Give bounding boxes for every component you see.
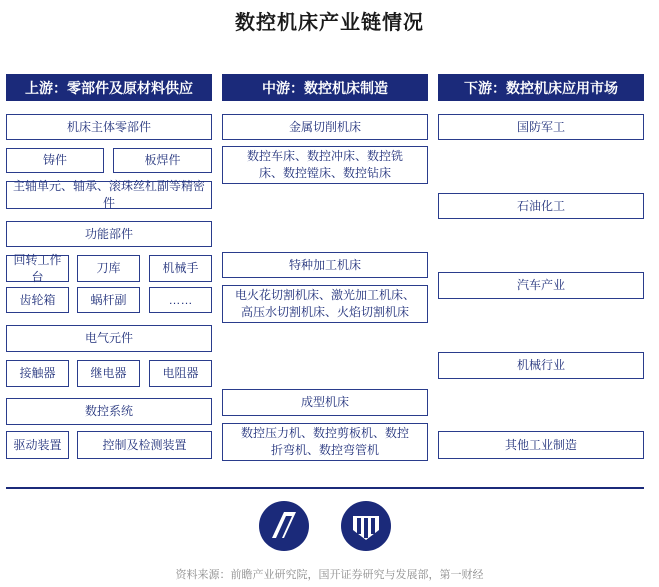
upstream-group-functional-parts: 功能部件 [6, 221, 212, 247]
upstream-item-more: …… [149, 287, 212, 313]
upstream-item-gearbox: 齿轮箱 [6, 287, 69, 313]
upstream-item-drive-device: 驱动装置 [6, 431, 69, 459]
midstream-group-special-machining: 特种加工机床 [222, 252, 428, 278]
upstream-group-main-parts: 机床主体零部件 [6, 114, 212, 140]
midstream-detail-metal-cutting: 数控车床、数控冲床、数控铣床、数控镗床、数控钻床 [222, 146, 428, 184]
striped-shield-logo-icon [340, 500, 392, 552]
upstream-item-manipulator: 机械手 [149, 255, 212, 282]
downstream-item-other-manufacturing: 其他工业制造 [438, 431, 644, 459]
upstream-item-welded-parts: 板焊件 [113, 148, 212, 173]
upstream-item-tool-magazine: 刀库 [77, 255, 140, 282]
slanted-parallelogram-logo-icon [258, 500, 310, 552]
upstream-item-relay: 继电器 [77, 360, 140, 387]
midstream-group-forming: 成型机床 [222, 389, 428, 416]
page-title: 数控机床产业链情况 [235, 12, 424, 34]
midstream-header: 中游：数控机床制造 [222, 74, 428, 101]
bottom-divider [6, 487, 644, 489]
upstream-item-worm-gear: 蜗杆副 [77, 287, 140, 313]
downstream-item-automotive: 汽车产业 [438, 272, 644, 299]
upstream-group-cnc-system: 数控系统 [6, 398, 212, 425]
upstream-item-resistor: 电阻器 [149, 360, 212, 387]
midstream-group-metal-cutting: 金属切削机床 [222, 114, 428, 140]
upstream-item-casting: 铸件 [6, 148, 104, 173]
upstream-item-precision-parts: 主轴单元、轴承、滚珠丝杠副等精密件 [6, 181, 212, 209]
downstream-header: 下游：数控机床应用市场 [438, 74, 644, 101]
downstream-item-machinery: 机械行业 [438, 352, 644, 379]
midstream-detail-special-machining: 电火花切割机床、激光加工机床、高压水切割机床、火焰切割机床 [222, 285, 428, 323]
downstream-item-defense: 国防军工 [438, 114, 644, 140]
source-note: 资料来源：前瞻产业研究院，国开证券研究与发展部，第一财经 [175, 569, 484, 581]
upstream-item-control-detection: 控制及检测装置 [77, 431, 212, 459]
upstream-item-rotary-table: 回转工作台 [6, 255, 69, 282]
upstream-header: 上游：零部件及原材料供应 [6, 74, 212, 101]
upstream-item-contactor: 接触器 [6, 360, 69, 387]
downstream-item-petrochemical: 石油化工 [438, 193, 644, 219]
midstream-detail-forming: 数控压力机、数控剪板机、数控折弯机、数控弯管机 [222, 423, 428, 461]
upstream-group-electrical: 电气元件 [6, 325, 212, 352]
